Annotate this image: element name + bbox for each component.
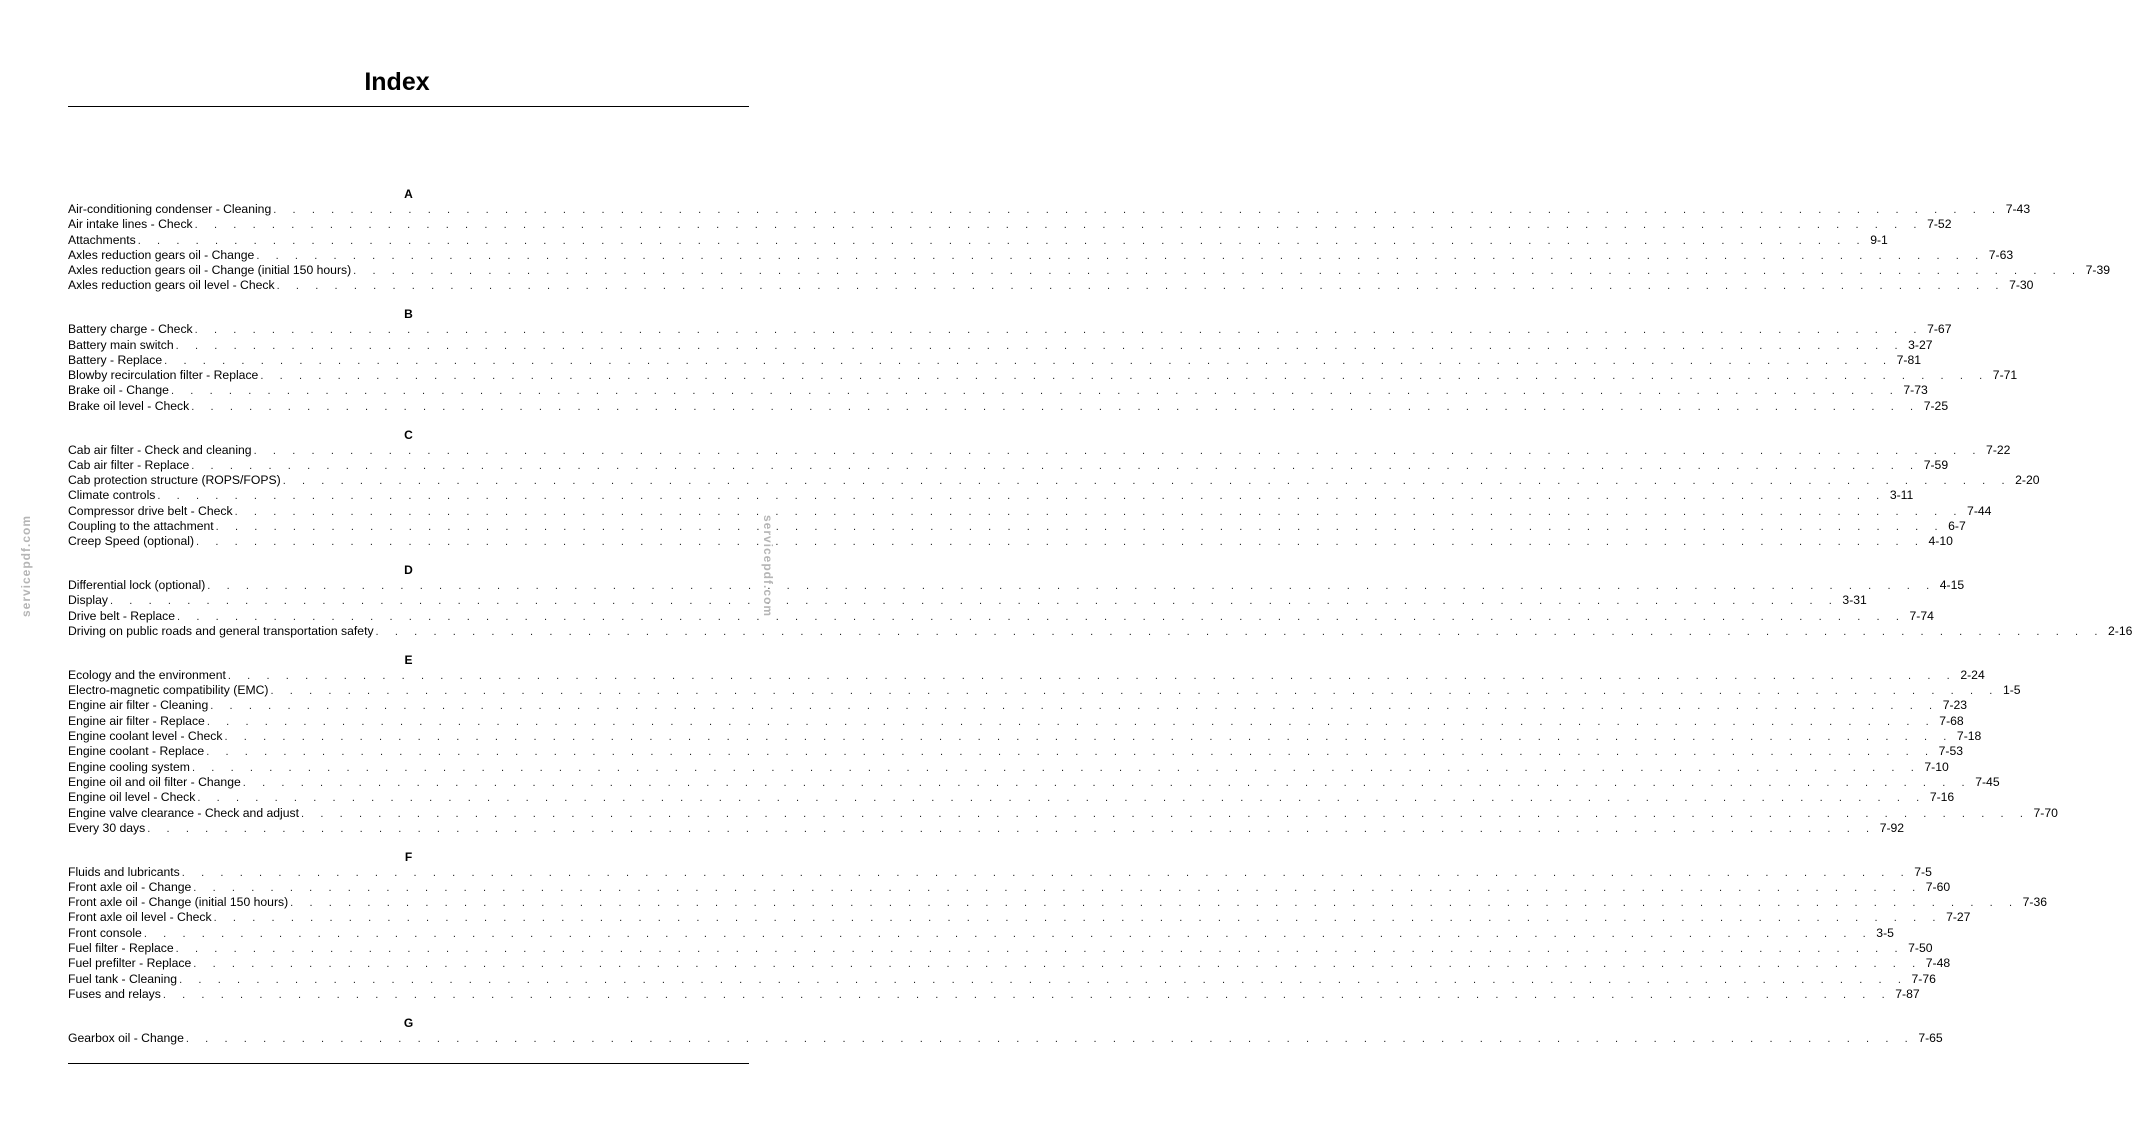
- entry-label: Creep Speed (optional): [68, 534, 195, 549]
- section-letter: B: [404, 307, 413, 322]
- dot-leader: . . . . . . . . . . . . . . . . . . . . . . . . . . . . . . . . . . . . . . . . . . . . . . . . . . . . . . . . . . . . . . . . . . . . . . . . . . . . . . . . . . . . . . . . . .: [215, 521, 1945, 534]
- entry-page-number: 7-48: [1925, 956, 1951, 971]
- entry-label: Display: [68, 593, 108, 608]
- dot-leader: . . . . . . . . . . . . . . . . . . . . . . . . . . . . . . . . . . . . . . . . . . . . . . . . . . . . . . . . . . . . . . . . . . . . . . . . . . . . . . . . . . . . . . . . . .: [170, 385, 1900, 398]
- entry-label: Air-conditioning condenser - Cleaning: [68, 202, 272, 216]
- index-entry: [68, 263, 2111, 278]
- index-entry: [68, 593, 1867, 608]
- dot-leader: . . . . . . . . . . . . . . . . . . . . . . . . . . . . . . . . . . . . . . . . . . . . . . . . . . . . . . . . . . . . . . . . . . . . . . . . . . . . . . . . . . . . . . . . . .: [191, 400, 1920, 413]
- entry-page-number: 7-22: [1986, 442, 2011, 457]
- entry-label: Ecology and the environment: [68, 667, 226, 682]
- entry-label: Axles reduction gears oil - Change (initial 150 hours): [68, 263, 352, 278]
- index-entry: [68, 910, 1971, 925]
- entry-label: Front axle oil level - Check: [68, 910, 212, 925]
- watermark-right: servicepdf.com: [761, 514, 775, 618]
- dot-leader: . . . . . . . . . . . . . . . . . . . . . . . . . . . . . . . . . . . . . . . . . . . . . . . . . . . . . . . . . . . . . . . . . . . . . . . . . . . . . . . . . . . . . . . . . .: [253, 444, 1983, 457]
- entry-label: Brake oil level - Check: [68, 398, 190, 413]
- entry-label: Battery main switch: [68, 337, 174, 352]
- entry-label: Axles reduction gears oil - Change: [68, 247, 255, 262]
- entry-page-number: 7-70: [2033, 805, 2058, 820]
- entry-label: Differential lock (optional): [68, 578, 206, 593]
- entry-page-number: 3-11: [1889, 488, 1914, 503]
- dot-leader: . . . . . . . . . . . . . . . . . . . . . . . . . . . . . . . . . . . . . . . . . . . . . . . . . . . . . . . . . . . . . . . . . . . . . . . . . . . . . . . . . . . . . . . . . .: [301, 807, 2030, 820]
- dot-leader: . . . . . . . . . . . . . . . . . . . . . . . . . . . . . . . . . . . . . . . . . . . . . . . . . . . . . . . . . . . . . . . . . . . . . . . . . . . . . . . . . . . . . . . . . .: [162, 988, 1892, 1001]
- entry-page-number: 7-18: [1956, 729, 1982, 744]
- dot-leader: . . . . . . . . . . . . . . . . . . . . . . . . . . . . . . . . . . . . . . . . . . . . . . . . . . . . . . . . . . . . . . . . . . . . . . . . . . . . . . . . . . . . . . . . . .: [242, 776, 1972, 789]
- entry-label: Front axle oil - Change: [68, 879, 192, 894]
- index-entry: [68, 503, 1992, 519]
- entry-label: Drive belt - Replace: [68, 608, 176, 623]
- page-title: Index: [364, 68, 430, 96]
- index-entry: [68, 713, 1964, 729]
- index-entry: [68, 805, 2058, 821]
- dot-leader: . . . . . . . . . . . . . . . . . . . . . . . . . . . . . . . . . . . . . . . . . . . . . . . . . . . . . . . . . . . . . . . . . . . . . . . . . . . . . . . . . . . . . . . . . .: [164, 354, 1893, 367]
- entry-page-number: 7-25: [1923, 398, 1949, 413]
- index-section: [68, 849, 2048, 1003]
- index-entry: [68, 352, 1922, 368]
- index-entry: [68, 457, 1949, 473]
- index-entry: [68, 698, 1968, 713]
- dot-leader: . . . . . . . . . . . . . . . . . . . . . . . . . . . . . . . . . . . . . . . . . . . . . . . . . . . . . . . . . . . . . . . . . . . . . . . . . . . . . . . . . . . . . . . . . .: [196, 536, 1925, 549]
- entry-page-number: 7-16: [1929, 790, 1955, 805]
- dot-leader: . . . . . . . . . . . . . . . . . . . . . . . . . . . . . . . . . . . . . . . . . . . . . . . . . . . . . . . . . . . . . . . . . . . . . . . . . . . . . . . . . . . . . . . . . .: [375, 626, 2104, 639]
- index-entry: [68, 774, 2000, 790]
- dot-leader: . . . . . . . . . . . . . . . . . . . . . . . . . . . . . . . . . . . . . . . . . . . . . . . . . . . . . . . . . . . . . . . . . . . . . . . . . . . . . . . . . . . . . . . . . .: [206, 715, 1936, 728]
- dot-leader: . . . . . . . . . . . . . . . . . . . . . . . . . . . . . . . . . . . . . . . . . . . . . . . . . . . . . . . . . . . . . . . . . . . . . . . . . . . . . . . . . . . . . . . . . .: [137, 234, 1867, 247]
- entry-label: Brake oil - Change: [68, 383, 169, 398]
- entry-page-number: 7-39: [2085, 263, 2111, 278]
- title-rule: [68, 106, 749, 107]
- entry-label: Cab air filter - Check and cleaning: [68, 442, 252, 457]
- dot-leader: . . . . . . . . . . . . . . . . . . . . . . . . . . . . . . . . . . . . . . . . . . . . . . . . . . . . . . . . . . . . . . . . . . . . . . . . . . . . . . . . . . . . . . . . . .: [270, 685, 1999, 698]
- entry-label: Engine oil and oil filter - Change: [68, 774, 241, 789]
- entry-page-number: 3-31: [1842, 593, 1867, 608]
- index-section: [68, 1015, 1943, 1046]
- entry-label: Electro-magnetic compatibility (EMC): [68, 683, 269, 698]
- index-entry: [68, 368, 2018, 383]
- entry-label: Gearbox oil - Change: [68, 1030, 184, 1045]
- index-entry: [68, 278, 2034, 293]
- entry-page-number: 7-53: [1938, 744, 1964, 759]
- section-letter: E: [404, 652, 413, 667]
- entry-page-number: 3-5: [1876, 925, 1894, 940]
- index-section: [68, 652, 2058, 836]
- index-entry: [68, 488, 1914, 503]
- dot-leader: . . . . . . . . . . . . . . . . . . . . . . . . . . . . . . . . . . . . . . . . . . . . . . . . . . . . . . . . . . . . . . . . . . . . . . . . . . . . . . . . . . . . . . . . . .: [181, 866, 1911, 879]
- index-entry: [68, 667, 1985, 683]
- section-letter: F: [404, 849, 413, 864]
- entry-label: Engine valve clearance - Check and adjust: [68, 805, 300, 820]
- entry-label: Engine air filter - Cleaning: [68, 698, 209, 713]
- entry-page-number: 7-73: [1903, 383, 1928, 398]
- index-entry: [68, 729, 1982, 744]
- entry-label: Every 30 days: [68, 820, 146, 835]
- index-section: [68, 187, 2111, 294]
- index-entry: [68, 1030, 1943, 1046]
- dot-leader: . . . . . . . . . . . . . . . . . . . . . . . . . . . . . . . . . . . . . . . . . . . . . . . . . . . . . . . . . . . . . . . . . . . . . . . . . . . . . . . . . . . . . . . . . .: [179, 973, 1908, 986]
- entry-page-number: 4-15: [1939, 578, 1965, 593]
- footer-rule: [68, 1063, 749, 1064]
- entry-page-number: 1-5: [2002, 683, 2021, 698]
- dot-leader: . . . . . . . . . . . . . . . . . . . . . . . . . . . . . . . . . . . . . . . . . . . . . . . . . . . . . . . . . . . . . . . . . . . . . . . . . . . . . . . . . . . . . . . . . .: [213, 912, 1943, 925]
- entry-page-number: 7-81: [1896, 352, 1922, 367]
- index-entry: [68, 534, 1953, 549]
- entry-label: Engine cooling system: [68, 759, 190, 774]
- section-letter: C: [404, 427, 413, 442]
- entry-page-number: 7-65: [1918, 1030, 1943, 1045]
- index-entry: [68, 683, 2021, 698]
- entry-label: Axles reduction gears oil level - Check: [68, 278, 275, 293]
- index-entry: [68, 986, 1920, 1002]
- entry-page-number: 7-71: [1992, 368, 2018, 383]
- index-entry: [68, 820, 1905, 836]
- entry-label: Front console: [68, 925, 142, 940]
- entry-page-number: 2-20: [2015, 473, 2040, 488]
- entry-page-number: 2-16: [2108, 624, 2132, 639]
- dot-leader: . . . . . . . . . . . . . . . . . . . . . . . . . . . . . . . . . . . . . . . . . . . . . . . . . . . . . . . . . . . . . . . . . . . . . . . . . . . . . . . . . . . . . . . . . .: [143, 927, 1873, 940]
- entry-page-number: 7-36: [2022, 895, 2048, 910]
- index-entry: [68, 398, 1949, 414]
- index-entry: [68, 895, 2048, 910]
- entry-label: Compressor drive belt - Check: [68, 503, 233, 518]
- entry-label: Climate controls: [68, 488, 156, 503]
- entry-label: Engine air filter - Replace: [68, 713, 205, 728]
- entry-label: Cab protection structure (ROPS/FOPS): [68, 473, 281, 488]
- dot-leader: . . . . . . . . . . . . . . . . . . . . . . . . . . . . . . . . . . . . . . . . . . . . . . . . . . . . . . . . . . . . . . . . . . . . . . . . . . . . . . . . . . . . . . . . . .: [290, 897, 2019, 910]
- watermark-left: servicepdf.com: [19, 514, 33, 618]
- index-section: [68, 427, 2040, 550]
- index-entry: [68, 790, 1955, 805]
- dot-leader: . . . . . . . . . . . . . . . . . . . . . . . . . . . . . . . . . . . . . . . . . . . . . . . . . . . . . . . . . . . . . . . . . . . . . . . . . . . . . . . . . . . . . . . . . .: [234, 505, 1964, 518]
- dot-leader: . . . . . . . . . . . . . . . . . . . . . . . . . . . . . . . . . . . . . . . . . . . . . . . . . . . . . . . . . . . . . . . . . . . . . . . . . . . . . . . . . . . . . . . . . .: [191, 761, 1921, 774]
- entry-page-number: 7-59: [1923, 457, 1949, 472]
- dot-leader: . . . . . . . . . . . . . . . . . . . . . . . . . . . . . . . . . . . . . . . . . . . . . . . . . . . . . . . . . . . . . . . . . . . . . . . . . . . . . . . . . . . . . . . . . .: [147, 822, 1876, 835]
- index-entry: [68, 202, 2031, 217]
- index-entry: [68, 956, 1951, 971]
- dot-leader: . . . . . . . . . . . . . . . . . . . . . . . . . . . . . . . . . . . . . . . . . . . . . . . . . . . . . . . . . . . . . . . . . . . . . . . . . . . . . . . . . . . . . . . . . .: [194, 324, 1924, 337]
- dot-leader: . . . . . . . . . . . . . . . . . . . . . . . . . . . . . . . . . . . . . . . . . . . . . . . . . . . . . . . . . . . . . . . . . . . . . . . . . . . . . . . . . . . . . . . . . .: [185, 1032, 1915, 1045]
- dot-leader: . . . . . . . . . . . . . . . . . . . . . . . . . . . . . . . . . . . . . . . . . . . . . . . . . . . . . . . . . . . . . . . . . . . . . . . . . . . . . . . . . . . . . . . . . .: [273, 204, 2002, 216]
- dot-leader: . . . . . . . . . . . . . . . . . . . . . . . . . . . . . . . . . . . . . . . . . . . . . . . . . . . . . . . . . . . . . . . . . . . . . . . . . . . . . . . . . . . . . . . . . .: [197, 792, 1926, 805]
- entry-page-number: 4-10: [1928, 534, 1953, 549]
- dot-leader: . . . . . . . . . . . . . . . . . . . . . . . . . . . . . . . . . . . . . . . . . . . . . . . . . . . . . . . . . . . . . . . . . . . . . . . . . . . . . . . . . . . . . . . . . .: [276, 280, 2006, 293]
- index-entry: [68, 759, 1949, 775]
- entry-page-number: 7-92: [1879, 820, 1905, 835]
- dot-leader: . . . . . . . . . . . . . . . . . . . . . . . . . . . . . . . . . . . . . . . . . . . . . . . . . . . . . . . . . . . . . . . . . . . . . . . . . . . . . . . . . . . . . . . . . .: [157, 490, 1886, 503]
- dot-leader: . . . . . . . . . . . . . . . . . . . . . . . . . . . . . . . . . . . . . . . . . . . . . . . . . . . . . . . . . . . . . . . . . . . . . . . . . . . . . . . . . . . . . . . . . .: [210, 700, 1939, 713]
- dot-leader: . . . . . . . . . . . . . . . . . . . . . . . . . . . . . . . . . . . . . . . . . . . . . . . . . . . . . . . . . . . . . . . . . . . . . . . . . . . . . . . . . . . . . . . . . .: [193, 958, 1922, 971]
- entry-page-number: 7-10: [1924, 759, 1949, 774]
- entry-page-number: 7-76: [1911, 971, 1936, 986]
- dot-leader: . . . . . . . . . . . . . . . . . . . . . . . . . . . . . . . . . . . . . . . . . . . . . . . . . . . . . . . . . . . . . . . . . . . . . . . . . . . . . . . . . . . . . . . . . .: [353, 265, 2082, 278]
- index-entry: [68, 247, 2014, 263]
- index-entry: [68, 879, 1951, 895]
- index-entry: [68, 217, 1952, 232]
- entry-label: Driving on public roads and general transportation safety: [68, 624, 374, 639]
- entry-page-number: 7-23: [1942, 698, 1968, 713]
- dot-leader: . . . . . . . . . . . . . . . . . . . . . . . . . . . . . . . . . . . . . . . . . . . . . . . . . . . . . . . . . . . . . . . . . . . . . . . . . . . . . . . . . . . . . . . . . .: [175, 943, 1905, 956]
- entry-page-number: 9-1: [1870, 232, 1888, 247]
- entry-label: Attachments: [68, 232, 136, 247]
- section-letter: D: [404, 563, 413, 578]
- index-entry: [68, 925, 1894, 941]
- index-entry: [68, 383, 1928, 398]
- entry-label: Battery - Replace: [68, 352, 163, 367]
- entry-page-number: 7-50: [1908, 941, 1933, 956]
- index-entry: [68, 864, 1932, 880]
- entry-label: Blowby recirculation filter - Replace: [68, 368, 259, 383]
- entry-label: Engine coolant - Replace: [68, 744, 205, 759]
- entry-label: Fuel filter - Replace: [68, 941, 174, 956]
- index-entry: [68, 519, 1966, 534]
- index-entry: [68, 473, 2040, 488]
- index-entry: [68, 971, 1936, 987]
- entry-label: Fuel tank - Cleaning: [68, 971, 178, 986]
- entry-page-number: 3-27: [1908, 337, 1933, 352]
- index-entry: [68, 624, 2132, 639]
- index-entry: [68, 232, 1888, 248]
- entry-label: Coupling to the attachment: [68, 519, 214, 534]
- index-entry: [68, 337, 1933, 353]
- dot-leader: . . . . . . . . . . . . . . . . . . . . . . . . . . . . . . . . . . . . . . . . . . . . . . . . . . . . . . . . . . . . . . . . . . . . . . . . . . . . . . . . . . . . . . . . . .: [109, 595, 1839, 608]
- dot-leader: . . . . . . . . . . . . . . . . . . . . . . . . . . . . . . . . . . . . . . . . . . . . . . . . . . . . . . . . . . . . . . . . . . . . . . . . . . . . . . . . . . . . . . . . . .: [193, 881, 1922, 894]
- entry-label: Fluids and lubricants: [68, 864, 180, 879]
- entry-page-number: 7-63: [1988, 247, 2014, 262]
- entry-label: Engine oil level - Check: [68, 790, 196, 805]
- entry-label: Cab air filter - Replace: [68, 457, 190, 472]
- entry-page-number: 7-5: [1914, 864, 1932, 879]
- dot-leader: . . . . . . . . . . . . . . . . . . . . . . . . . . . . . . . . . . . . . . . . . . . . . . . . . . . . . . . . . . . . . . . . . . . . . . . . . . . . . . . . . . . . . . . . . .: [177, 610, 1906, 623]
- index-entry: [68, 322, 1952, 337]
- dot-leader: . . . . . . . . . . . . . . . . . . . . . . . . . . . . . . . . . . . . . . . . . . . . . . . . . . . . . . . . . . . . . . . . . . . . . . . . . . . . . . . . . . . . . . . . . .: [256, 249, 1985, 262]
- dot-leader: . . . . . . . . . . . . . . . . . . . . . . . . . . . . . . . . . . . . . . . . . . . . . . . . . . . . . . . . . . . . . . . . . . . . . . . . . . . . . . . . . . . . . . . . . .: [207, 580, 1936, 593]
- index-entry: [68, 744, 1964, 759]
- entry-page-number: 7-30: [2009, 278, 2034, 293]
- entry-label: Fuel prefilter - Replace: [68, 956, 192, 971]
- entry-page-number: 7-74: [1909, 608, 1934, 623]
- dot-leader: . . . . . . . . . . . . . . . . . . . . . . . . . . . . . . . . . . . . . . . . . . . . . . . . . . . . . . . . . . . . . . . . . . . . . . . . . . . . . . . . . . . . . . . . . .: [224, 731, 1953, 744]
- entry-page-number: 7-60: [1925, 879, 1951, 894]
- entry-page-number: 7-44: [1967, 503, 1992, 518]
- section-letter: G: [403, 1015, 414, 1030]
- index-entry: [68, 442, 2011, 458]
- entry-page-number: 2-24: [1960, 667, 1985, 682]
- section-letter: A: [404, 187, 413, 201]
- dot-leader: . . . . . . . . . . . . . . . . . . . . . . . . . . . . . . . . . . . . . . . . . . . . . . . . . . . . . . . . . . . . . . . . . . . . . . . . . . . . . . . . . . . . . . . . . .: [206, 746, 1935, 759]
- index-entry: [68, 941, 1933, 956]
- dot-leader: . . . . . . . . . . . . . . . . . . . . . . . . . . . . . . . . . . . . . . . . . . . . . . . . . . . . . . . . . . . . . . . . . . . . . . . . . . . . . . . . . . . . . . . . . .: [175, 339, 1905, 352]
- dot-leader: . . . . . . . . . . . . . . . . . . . . . . . . . . . . . . . . . . . . . . . . . . . . . . . . . . . . . . . . . . . . . . . . . . . . . . . . . . . . . . . . . . . . . . . . . .: [282, 475, 2012, 488]
- index-entry: [68, 608, 1934, 624]
- index-entry: [68, 578, 1965, 593]
- entry-page-number: 7-68: [1939, 713, 1964, 728]
- entry-label: Battery charge - Check: [68, 322, 193, 337]
- dot-leader: . . . . . . . . . . . . . . . . . . . . . . . . . . . . . . . . . . . . . . . . . . . . . . . . . . . . . . . . . . . . . . . . . . . . . . . . . . . . . . . . . . . . . . . . . .: [260, 370, 1989, 383]
- dot-leader: . . . . . . . . . . . . . . . . . . . . . . . . . . . . . . . . . . . . . . . . . . . . . . . . . . . . . . . . . . . . . . . . . . . . . . . . . . . . . . . . . . . . . . . . . .: [191, 459, 1920, 472]
- index-section: [68, 307, 2018, 414]
- dot-leader: . . . . . . . . . . . . . . . . . . . . . . . . . . . . . . . . . . . . . . . . . . . . . . . . . . . . . . . . . . . . . . . . . . . . . . . . . . . . . . . . . . . . . . . . . .: [227, 669, 1957, 682]
- entry-page-number: 7-45: [1975, 774, 2000, 789]
- entry-label: Air intake lines - Check: [68, 217, 193, 232]
- entry-label: Engine coolant level - Check: [68, 729, 223, 744]
- dot-leader: . . . . . . . . . . . . . . . . . . . . . . . . . . . . . . . . . . . . . . . . . . . . . . . . . . . . . . . . . . . . . . . . . . . . . . . . . . . . . . . . . . . . . . . . . .: [194, 219, 1924, 232]
- entry-page-number: 7-52: [1927, 217, 1952, 232]
- entry-page-number: 6-7: [1948, 519, 1966, 534]
- entry-page-number: 7-27: [1946, 910, 1971, 925]
- entry-label: Front axle oil - Change (initial 150 hours): [68, 895, 289, 910]
- entry-page-number: 7-87: [1895, 986, 1920, 1001]
- entry-page-number: 7-43: [2005, 202, 2031, 216]
- entry-label: Fuses and relays: [68, 986, 161, 1001]
- entry-page-number: 7-67: [1927, 322, 1952, 337]
